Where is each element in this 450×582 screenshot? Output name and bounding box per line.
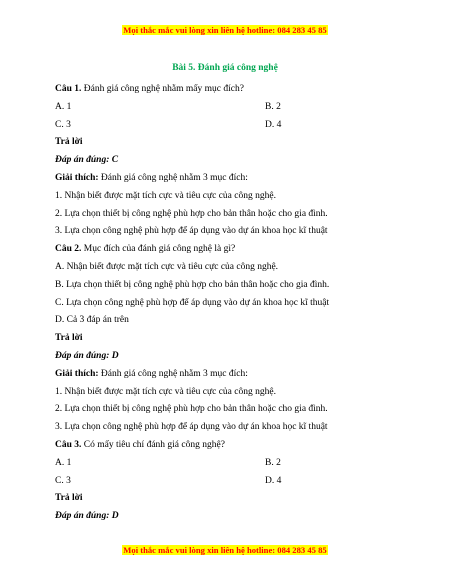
question-2-option-c: C. Lựa chọn công nghệ phù hợp để áp dụng vào dự án khoa học kĩ thuật	[55, 297, 330, 308]
question-3-option-d: D. 4	[265, 475, 282, 486]
question-1-option-d: D. 4	[265, 119, 282, 130]
question-2-label: Câu 2.	[55, 244, 82, 255]
question-3-label: Câu 3.	[55, 439, 82, 450]
question-3-option-c: C. 3	[55, 475, 71, 486]
question-3-option-a: A. 1	[55, 457, 72, 468]
question-1-text: Đánh giá công nghệ nhằm mấy mục đích?	[81, 84, 244, 94]
question-2-point-1: 1. Nhận biết được mặt tích cực và tiêu cực của công nghệ.	[55, 386, 276, 397]
header-hotline-text: Mọi thắc mắc vui lòng xin liên hệ hotline: 084 283 45 85	[123, 25, 327, 35]
question-3-answer: Đáp án đúng: D	[55, 511, 119, 522]
question-2-option-d: D. Cả 3 đáp án trên	[55, 315, 129, 326]
question-1-explain-text: Đánh giá công nghệ nhằm 3 mục đích:	[98, 172, 248, 183]
question-1-point-1: 1. Nhận biết được mặt tích cực và tiêu cực của công nghệ.	[55, 190, 276, 201]
question-1	[55, 81, 395, 99]
question-1-option-c: C. 3	[55, 119, 71, 130]
document-body	[55, 59, 395, 526]
question-2-explanation	[55, 366, 395, 384]
question-2-option-b: B. Lựa chọn thiết bị công nghệ phù hợp cho bản thân hoặc cho gia đình.	[55, 279, 330, 290]
page-title: Bài 5. Đánh giá công nghệ	[172, 63, 278, 73]
question-1-answer-heading: Trả lời	[55, 137, 83, 148]
header-hotline	[0, 25, 450, 36]
question-1-answer: Đáp án đúng: C	[55, 155, 119, 166]
question-1-option-a: A. 1	[55, 101, 72, 112]
question-1-point-3: 3. Lựa chọn công nghệ phù hợp để áp dụng vào dự án khoa học kĩ thuật	[55, 226, 328, 237]
footer-hotline-text: Mọi thắc mắc vui lòng xin liên hệ hotline: 084 283 45 85	[123, 545, 327, 555]
question-2-explain-label: Giải thích:	[55, 368, 99, 379]
question-3-option-b: B. 2	[265, 457, 281, 468]
question-1-options-row-1	[55, 99, 395, 117]
question-2-explain-text: Đánh giá công nghệ nhằm 3 mục đích:	[98, 368, 248, 379]
question-2-point-3: 3. Lựa chọn công nghệ phù hợp để áp dụng vào dự án khoa học kĩ thuật	[55, 422, 328, 433]
question-1-option-b: B. 2	[265, 101, 281, 112]
question-2-text: Mục đích của đánh giá công nghệ là gì?	[81, 244, 236, 255]
question-1-options-row-2	[55, 117, 395, 135]
question-2-option-a: A. Nhận biết được mặt tích cực và tiêu cực của công nghệ.	[55, 261, 279, 272]
question-2	[55, 241, 395, 259]
question-3-options-row-1	[55, 455, 395, 473]
question-2-point-2: 2. Lựa chọn thiết bị công nghệ phù hợp cho bản thân hoặc cho gia đình.	[55, 404, 328, 415]
question-1-explanation	[55, 170, 395, 188]
question-3-answer-heading: Trả lời	[55, 493, 83, 504]
question-1-explain-label: Giải thích:	[55, 172, 99, 183]
question-3-text: Có mấy tiêu chí đánh giá công nghệ?	[81, 439, 225, 450]
question-1-label: Câu 1.	[55, 84, 82, 94]
footer-hotline	[0, 545, 450, 556]
question-2-answer-heading: Trả lời	[55, 333, 83, 344]
question-3-options-row-2	[55, 473, 395, 491]
question-1-point-2: 2. Lựa chọn thiết bị công nghệ phù hợp cho bản thân hoặc cho gia đình.	[55, 208, 328, 219]
question-3	[55, 437, 395, 455]
question-2-answer: Đáp án đúng: D	[55, 350, 119, 361]
